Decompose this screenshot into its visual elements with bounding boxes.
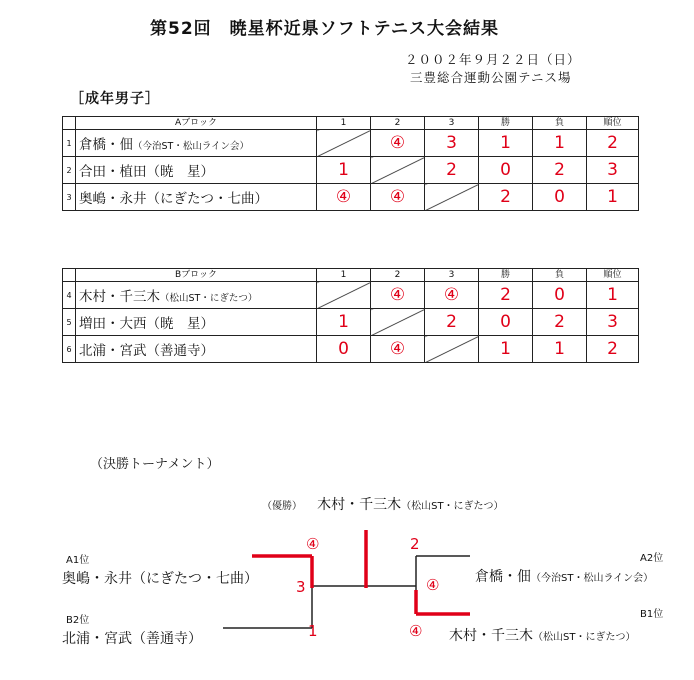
score-cell: 0 bbox=[317, 336, 371, 363]
player-a2-affil: （今治ST・松山ライン会） bbox=[531, 573, 654, 584]
player-no: 4 bbox=[63, 282, 76, 309]
player-no: 3 bbox=[63, 184, 76, 211]
player-b2: 北浦・宮武（善通寺） bbox=[62, 631, 202, 647]
win-cell: 2 bbox=[479, 282, 533, 309]
win-cell: 1 bbox=[479, 336, 533, 363]
player-name: 木村・千三木 bbox=[79, 289, 160, 305]
score-cell: 2 bbox=[425, 157, 479, 184]
col-header: 3 bbox=[425, 269, 479, 282]
loss-cell: 1 bbox=[533, 130, 587, 157]
score-left-semi-top: ④ bbox=[306, 535, 320, 553]
score-cell: 2 bbox=[425, 309, 479, 336]
col-header: 3 bbox=[425, 117, 479, 130]
col-header: 勝 bbox=[479, 117, 533, 130]
score-left-final: 3 bbox=[296, 578, 306, 596]
player-no: 1 bbox=[63, 130, 76, 157]
score-right-final: ④ bbox=[426, 576, 440, 594]
col-header: 順位 bbox=[587, 269, 639, 282]
player-name: 増田・大西（暁 星） bbox=[79, 316, 214, 332]
player-no: 2 bbox=[63, 157, 76, 184]
score-right-semi-bottom: ④ bbox=[409, 622, 423, 640]
win-cell: 0 bbox=[479, 157, 533, 184]
score-cell: 3 bbox=[425, 130, 479, 157]
seed-b1: B1位 bbox=[640, 609, 664, 620]
block-a-label: Aブロック bbox=[76, 117, 317, 130]
event-date: ２００２年９月２２日（日） bbox=[405, 52, 581, 67]
col-header: 1 bbox=[317, 269, 371, 282]
player-a2 bbox=[475, 566, 653, 586]
category-label: ［成年男子］ bbox=[70, 91, 160, 107]
champion bbox=[262, 494, 504, 514]
loss-cell: 2 bbox=[533, 309, 587, 336]
col-header: 2 bbox=[371, 117, 425, 130]
champion-label: （優勝） bbox=[262, 501, 302, 512]
col-header: 2 bbox=[371, 269, 425, 282]
seed-b2: B2位 bbox=[66, 615, 90, 626]
player-name: 倉橋・佃 bbox=[79, 137, 133, 153]
player-no: 5 bbox=[63, 309, 76, 336]
player-b1-affil: （松山ST・にぎたつ） bbox=[533, 632, 636, 643]
score-cell: ④ bbox=[371, 184, 425, 211]
player-b1-name: 木村・千三木 bbox=[449, 628, 533, 644]
page-title: 第52回 暁星杯近県ソフトテニス大会結果 bbox=[150, 19, 499, 39]
player-no: 6 bbox=[63, 336, 76, 363]
player-name: 北浦・宮武（善通寺） bbox=[79, 343, 214, 359]
score-cell: 1 bbox=[317, 157, 371, 184]
loss-cell: 0 bbox=[533, 282, 587, 309]
player-affil: （松山ST・にぎたつ） bbox=[160, 293, 258, 304]
rank-cell: 2 bbox=[587, 130, 639, 157]
rank-cell: 1 bbox=[587, 282, 639, 309]
seed-a2: A2位 bbox=[640, 553, 664, 564]
loss-cell: 1 bbox=[533, 336, 587, 363]
loss-cell: 2 bbox=[533, 157, 587, 184]
col-header: 負 bbox=[533, 269, 587, 282]
score-cell: ④ bbox=[371, 336, 425, 363]
col-header: 負 bbox=[533, 117, 587, 130]
score-cell: ④ bbox=[317, 184, 371, 211]
win-cell: 1 bbox=[479, 130, 533, 157]
col-header: 順位 bbox=[587, 117, 639, 130]
col-header: 勝 bbox=[479, 269, 533, 282]
rank-cell: 3 bbox=[587, 309, 639, 336]
score-left-semi-bottom: 1 bbox=[308, 622, 318, 640]
player-name: 奥嶋・永井（にぎたつ・七曲） bbox=[79, 191, 268, 207]
col-header: 1 bbox=[317, 117, 371, 130]
score-cell: ④ bbox=[371, 130, 425, 157]
score-cell: ④ bbox=[371, 282, 425, 309]
win-cell: 2 bbox=[479, 184, 533, 211]
rank-cell: 1 bbox=[587, 184, 639, 211]
champion-affil: （松山ST・にぎたつ） bbox=[401, 501, 504, 512]
player-a1: 奥嶋・永井（にぎたつ・七曲） bbox=[62, 571, 258, 587]
event-venue: 三豊総合運動公園テニス場 bbox=[410, 70, 572, 85]
win-cell: 0 bbox=[479, 309, 533, 336]
final-tournament-label: （決勝トーナメント） bbox=[90, 457, 220, 472]
loss-cell: 0 bbox=[533, 184, 587, 211]
player-affil: （今治ST・松山ライン会） bbox=[133, 141, 250, 152]
player-b1 bbox=[449, 625, 635, 645]
champion-name: 木村・千三木 bbox=[317, 497, 402, 513]
player-a2-name: 倉橋・佃 bbox=[475, 569, 531, 585]
rank-cell: 2 bbox=[587, 336, 639, 363]
score-right-semi-top: 2 bbox=[410, 535, 420, 553]
score-cell: ④ bbox=[425, 282, 479, 309]
player-name: 合田・植田（暁 星） bbox=[79, 164, 214, 180]
score-cell: 1 bbox=[317, 309, 371, 336]
rank-cell: 3 bbox=[587, 157, 639, 184]
block-b-label: Bブロック bbox=[76, 269, 317, 282]
seed-a1: A1位 bbox=[66, 555, 90, 566]
